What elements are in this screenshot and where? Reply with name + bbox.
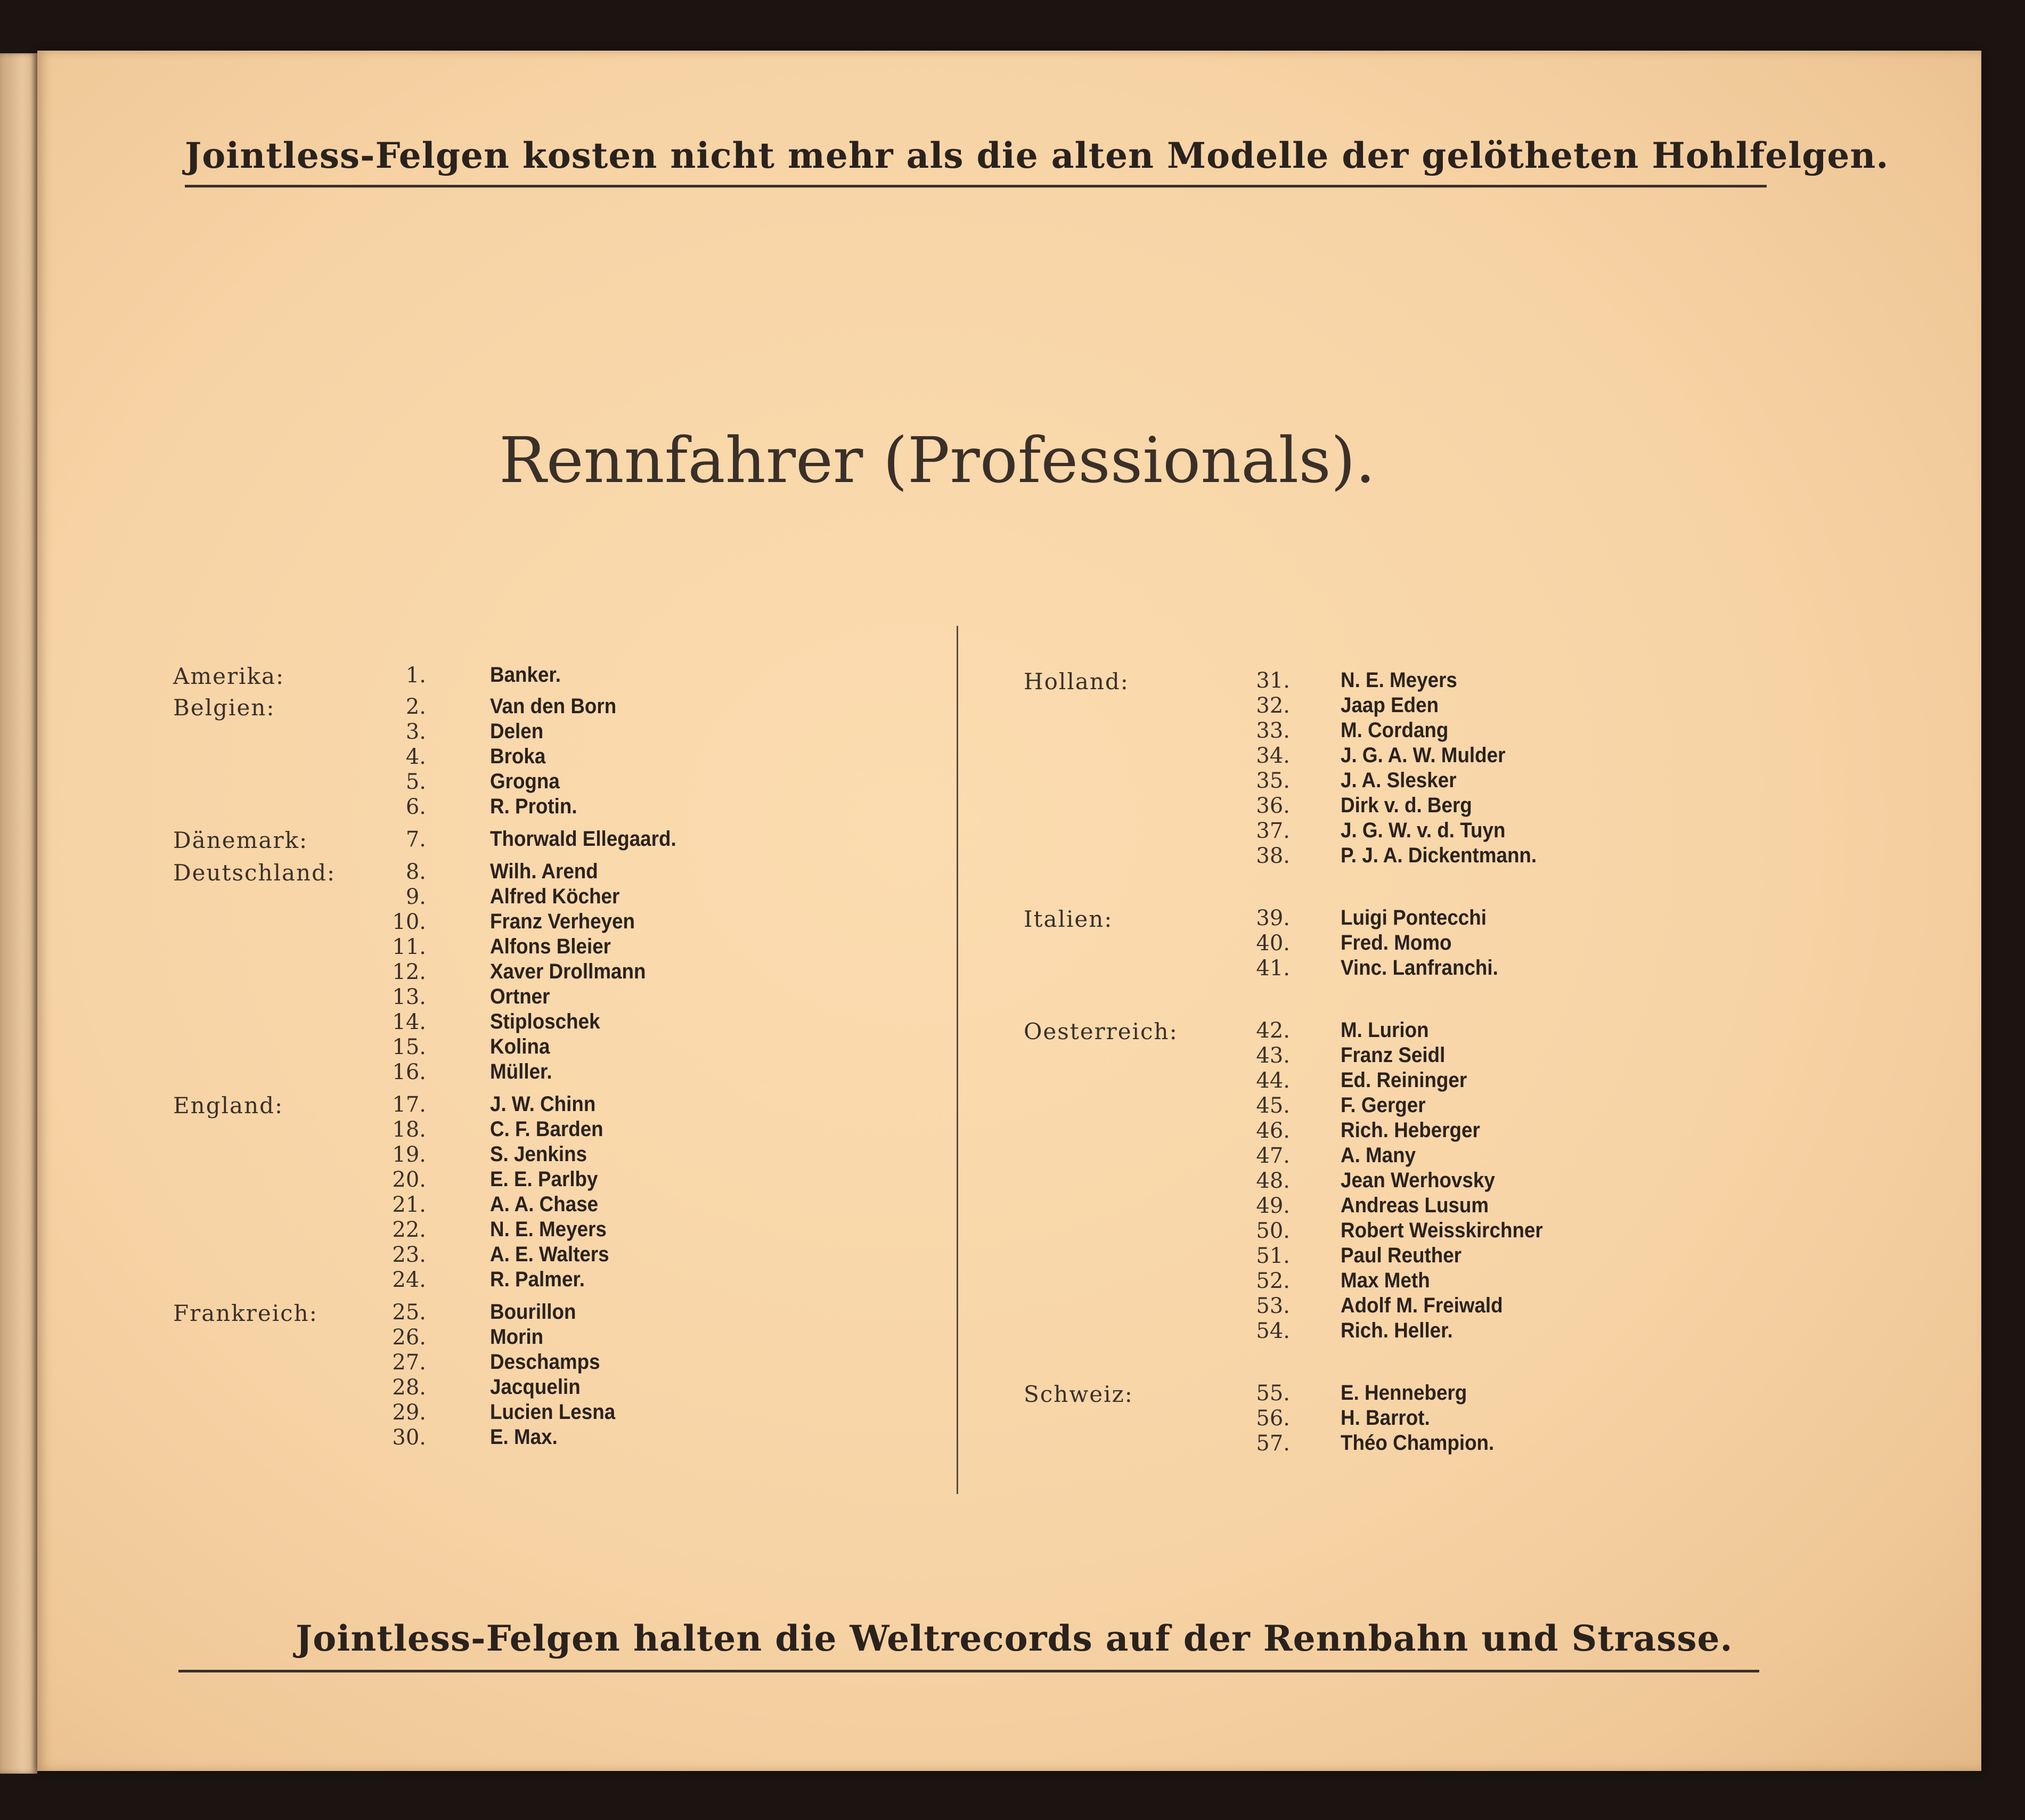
rider-name: Franz Seidl <box>1341 1043 1446 1067</box>
rider-number: 49. <box>1256 1194 1290 1218</box>
left-column <box>173 663 972 1450</box>
rider-entry <box>173 720 972 745</box>
country-group <box>1024 1018 1823 1344</box>
rider-entry <box>173 1218 972 1243</box>
rider-number: 40. <box>1256 931 1290 956</box>
rider-number: 56. <box>1256 1406 1290 1431</box>
bottom-rule <box>178 1670 1759 1672</box>
rider-number: 19. <box>392 1142 426 1167</box>
rider-entry <box>173 663 972 688</box>
rider-entry <box>1024 794 1823 819</box>
rider-name: Jean Werhovsky <box>1341 1169 1495 1192</box>
country-group <box>173 860 972 1085</box>
rider-name: Jacquelin <box>490 1375 581 1399</box>
rider-entry <box>173 985 972 1010</box>
rider-number: 31. <box>1256 668 1290 693</box>
rider-name: F. Gerger <box>1341 1093 1426 1117</box>
rider-number: 22. <box>392 1218 426 1242</box>
country-label: England: <box>173 1092 284 1119</box>
country-group <box>173 1300 972 1450</box>
country-label: Schweiz: <box>1024 1381 1133 1407</box>
country-group <box>1024 906 1823 981</box>
top-banner: Jointless-Felgen kosten nicht mehr als die alten Modelle der gelötheten Hohlfelgen. <box>185 135 1889 176</box>
rider-number: 5. <box>405 770 426 794</box>
rider-number: 44. <box>1256 1068 1290 1093</box>
rider-entry <box>173 1035 972 1060</box>
rider-number: 4. <box>405 745 426 769</box>
rider-name: E. Max. <box>490 1425 558 1449</box>
rider-name: Delen <box>490 720 544 743</box>
rider-name: Robert Weisskirchner <box>1341 1219 1543 1242</box>
rider-name: Rich. Heller. <box>1341 1319 1453 1342</box>
country-label: Frankreich: <box>173 1300 318 1326</box>
rider-number: 42. <box>1256 1018 1290 1043</box>
rider-entry <box>1024 844 1823 869</box>
rider-entry <box>1024 1319 1823 1344</box>
rider-name: Deschamps <box>490 1350 600 1374</box>
rider-entry <box>173 1193 972 1218</box>
rider-number: 39. <box>1256 906 1290 931</box>
rider-entry <box>1024 693 1823 719</box>
country-label: Belgien: <box>173 695 275 721</box>
rider-entry <box>1024 719 1823 744</box>
rider-number: 26. <box>392 1325 426 1350</box>
rider-number: 41. <box>1256 956 1290 981</box>
country-label: Oesterreich: <box>1024 1018 1178 1044</box>
rider-number: 45. <box>1256 1093 1290 1118</box>
rider-entry <box>173 1268 972 1293</box>
rider-name: Bourillon <box>490 1300 576 1324</box>
rider-number: 36. <box>1256 794 1290 818</box>
rider-number: 53. <box>1256 1294 1290 1318</box>
rider-number: 28. <box>392 1375 426 1400</box>
rider-entry <box>1024 1119 1823 1144</box>
rider-name: Van den Born <box>490 695 617 718</box>
rider-number: 2. <box>405 695 426 719</box>
rider-number: 8. <box>405 860 426 884</box>
rider-number: 11. <box>392 935 426 959</box>
rider-entry <box>173 960 972 985</box>
rider-number: 13. <box>392 985 426 1009</box>
country-label: Deutschland: <box>173 860 336 886</box>
rider-entry <box>173 827 972 852</box>
rider-name: Luigi Pontecchi <box>1341 906 1487 929</box>
rider-number: 30. <box>392 1425 426 1450</box>
rider-number: 52. <box>1256 1269 1290 1293</box>
rider-number: 47. <box>1256 1144 1290 1168</box>
rider-name: N. E. Meyers <box>1341 668 1457 692</box>
rider-number: 50. <box>1256 1219 1290 1243</box>
rider-name: Paul Reuther <box>1341 1244 1461 1267</box>
rider-name: P. J. A. Dickentmann. <box>1341 844 1537 867</box>
rider-number: 33. <box>1256 719 1290 743</box>
rider-entry <box>173 1243 972 1268</box>
rider-entry <box>1024 744 1823 769</box>
rider-name: Rich. Heberger <box>1341 1119 1480 1142</box>
rider-name: Lucien Lesna <box>490 1400 616 1424</box>
rider-entry <box>1024 931 1823 956</box>
rider-name: E. E. Parlby <box>490 1168 598 1191</box>
rider-number: 34. <box>1256 744 1290 768</box>
country-label: Italien: <box>1024 906 1113 932</box>
rider-number: 48. <box>1256 1169 1290 1193</box>
rider-name: Kolina <box>490 1035 550 1058</box>
rider-name: H. Barrot. <box>1341 1406 1430 1430</box>
rider-entry <box>173 1300 972 1325</box>
rider-name: J. G. A. W. Mulder <box>1341 744 1506 767</box>
rider-name: Andreas Lusum <box>1341 1194 1489 1217</box>
country-group <box>1024 1381 1823 1456</box>
rider-entry <box>173 860 972 885</box>
rider-entry <box>1024 1068 1823 1093</box>
rider-entry <box>1024 769 1823 794</box>
bottom-banner: Jointless-Felgen halten die Weltrecords auf der Rennbahn und Strasse. <box>296 1618 1733 1659</box>
rider-name: C. F. Barden <box>490 1117 603 1141</box>
rider-name: Broka <box>490 745 546 768</box>
rider-entry <box>173 1117 972 1142</box>
rider-entry <box>1024 1043 1823 1068</box>
rider-number: 57. <box>1256 1431 1290 1456</box>
rider-entry <box>1024 1269 1823 1294</box>
rider-number: 17. <box>392 1092 426 1117</box>
rider-entry <box>1024 1093 1823 1119</box>
rider-entry <box>1024 1294 1823 1319</box>
rider-entry <box>1024 1169 1823 1194</box>
rider-name: Ortner <box>490 985 550 1008</box>
rider-number: 35. <box>1256 769 1290 793</box>
rider-number: 27. <box>392 1350 426 1375</box>
rider-number: 37. <box>1256 819 1290 843</box>
rider-number: 51. <box>1256 1244 1290 1268</box>
rider-name: Fred. Momo <box>1341 931 1452 954</box>
rider-entry <box>173 1168 972 1193</box>
rider-number: 24. <box>392 1268 426 1292</box>
rider-entry <box>173 1325 972 1350</box>
rider-number: 10. <box>392 910 426 934</box>
rider-entry <box>1024 1406 1823 1431</box>
rider-name: M. Cordang <box>1341 719 1449 742</box>
rider-entry <box>1024 1018 1823 1043</box>
rider-number: 6. <box>405 795 426 819</box>
rider-entry <box>173 1425 972 1450</box>
rider-name: A. E. Walters <box>490 1243 609 1266</box>
rider-entry <box>173 1060 972 1085</box>
rider-name: S. Jenkins <box>490 1142 587 1166</box>
rider-entry <box>173 695 972 720</box>
rider-name: Alfons Bleier <box>490 935 611 958</box>
rider-entry <box>173 770 972 795</box>
rider-name: Grogna <box>490 770 560 793</box>
rider-number: 32. <box>1256 693 1290 718</box>
rider-name: Morin <box>490 1325 544 1349</box>
rider-number: 1. <box>405 663 426 688</box>
rider-name: Xaver Drollmann <box>490 960 646 983</box>
rider-entry <box>173 1142 972 1168</box>
rider-entry <box>1024 1431 1823 1456</box>
rider-entry <box>1024 819 1823 844</box>
rider-number: 46. <box>1256 1119 1290 1143</box>
rider-number: 29. <box>392 1400 426 1425</box>
rider-number: 7. <box>405 827 426 852</box>
rider-name: R. Palmer. <box>490 1268 585 1291</box>
rider-name: R. Protin. <box>490 795 577 818</box>
rider-name: Vinc. Lanfranchi. <box>1341 956 1498 980</box>
rider-name: Thorwald Ellegaard. <box>490 827 676 851</box>
rider-number: 25. <box>392 1300 426 1325</box>
rider-entry <box>173 935 972 960</box>
rider-name: Wilh. Arend <box>490 860 598 883</box>
rider-number: 3. <box>405 720 426 744</box>
rider-entry <box>1024 956 1823 981</box>
rider-entry <box>173 745 972 770</box>
left-page-edge <box>0 53 37 1774</box>
document-page <box>37 51 1981 1771</box>
rider-entry <box>173 1092 972 1117</box>
country-group <box>173 695 972 820</box>
rider-number: 55. <box>1256 1381 1290 1406</box>
rider-number: 54. <box>1256 1319 1290 1343</box>
rider-entry <box>1024 1219 1823 1244</box>
rider-name: J. A. Slesker <box>1341 769 1457 792</box>
rider-entry <box>1024 906 1823 931</box>
rider-entry <box>1024 1244 1823 1269</box>
rider-number: 14. <box>392 1010 426 1034</box>
rider-entry <box>1024 1144 1823 1169</box>
country-label: Amerika: <box>173 663 285 689</box>
rider-name: Franz Verheyen <box>490 910 635 933</box>
rider-entry <box>1024 1194 1823 1219</box>
rider-entry <box>173 1010 972 1035</box>
rider-entry <box>173 795 972 820</box>
rider-entry <box>173 1350 972 1375</box>
rider-name: J. W. Chinn <box>490 1092 596 1116</box>
rider-number: 23. <box>392 1243 426 1267</box>
rider-number: 21. <box>392 1193 426 1217</box>
rider-name: Alfred Köcher <box>490 885 620 908</box>
rider-number: 20. <box>392 1168 426 1192</box>
rider-number: 43. <box>1256 1043 1290 1068</box>
rider-number: 18. <box>392 1117 426 1142</box>
rider-name: Théo Champion. <box>1341 1431 1495 1455</box>
rider-name: Adolf M. Freiwald <box>1341 1294 1503 1317</box>
rider-number: 15. <box>392 1035 426 1059</box>
rider-entry <box>173 1400 972 1425</box>
top-rule <box>185 185 1767 187</box>
country-label: Dänemark: <box>173 827 308 853</box>
rider-name: Max Meth <box>1341 1269 1430 1292</box>
rider-name: E. Henneberg <box>1341 1381 1467 1405</box>
rider-entry <box>1024 1381 1823 1406</box>
rider-name: A. Many <box>1341 1144 1416 1167</box>
rider-number: 9. <box>405 885 426 909</box>
rider-name: A. A. Chase <box>490 1193 599 1216</box>
rider-name: Jaap Eden <box>1341 693 1439 717</box>
rider-number: 16. <box>392 1060 426 1084</box>
country-group <box>1024 668 1823 869</box>
rider-entry <box>173 910 972 935</box>
rider-number: 38. <box>1256 844 1290 868</box>
rider-number: 12. <box>392 960 426 984</box>
rider-name: Ed. Reininger <box>1341 1068 1467 1092</box>
country-group <box>173 663 972 688</box>
rider-entry <box>173 1375 972 1400</box>
rider-name: Stiploschek <box>490 1010 600 1033</box>
rider-name: M. Lurion <box>1341 1018 1429 1042</box>
page-title: Rennfahrer (Professionals). <box>499 423 1376 497</box>
country-label: Holland: <box>1024 668 1129 695</box>
rider-name: Dirk v. d. Berg <box>1341 794 1472 817</box>
country-group <box>173 1092 972 1293</box>
rider-entry <box>1024 668 1823 693</box>
rider-name: N. E. Meyers <box>490 1218 607 1241</box>
rider-entry <box>173 885 972 910</box>
rider-name: J. G. W. v. d. Tuyn <box>1341 819 1506 842</box>
right-column <box>1024 668 1823 1456</box>
rider-name: Banker. <box>490 663 561 687</box>
rider-name: Müller. <box>490 1060 552 1083</box>
country-group <box>173 827 972 852</box>
